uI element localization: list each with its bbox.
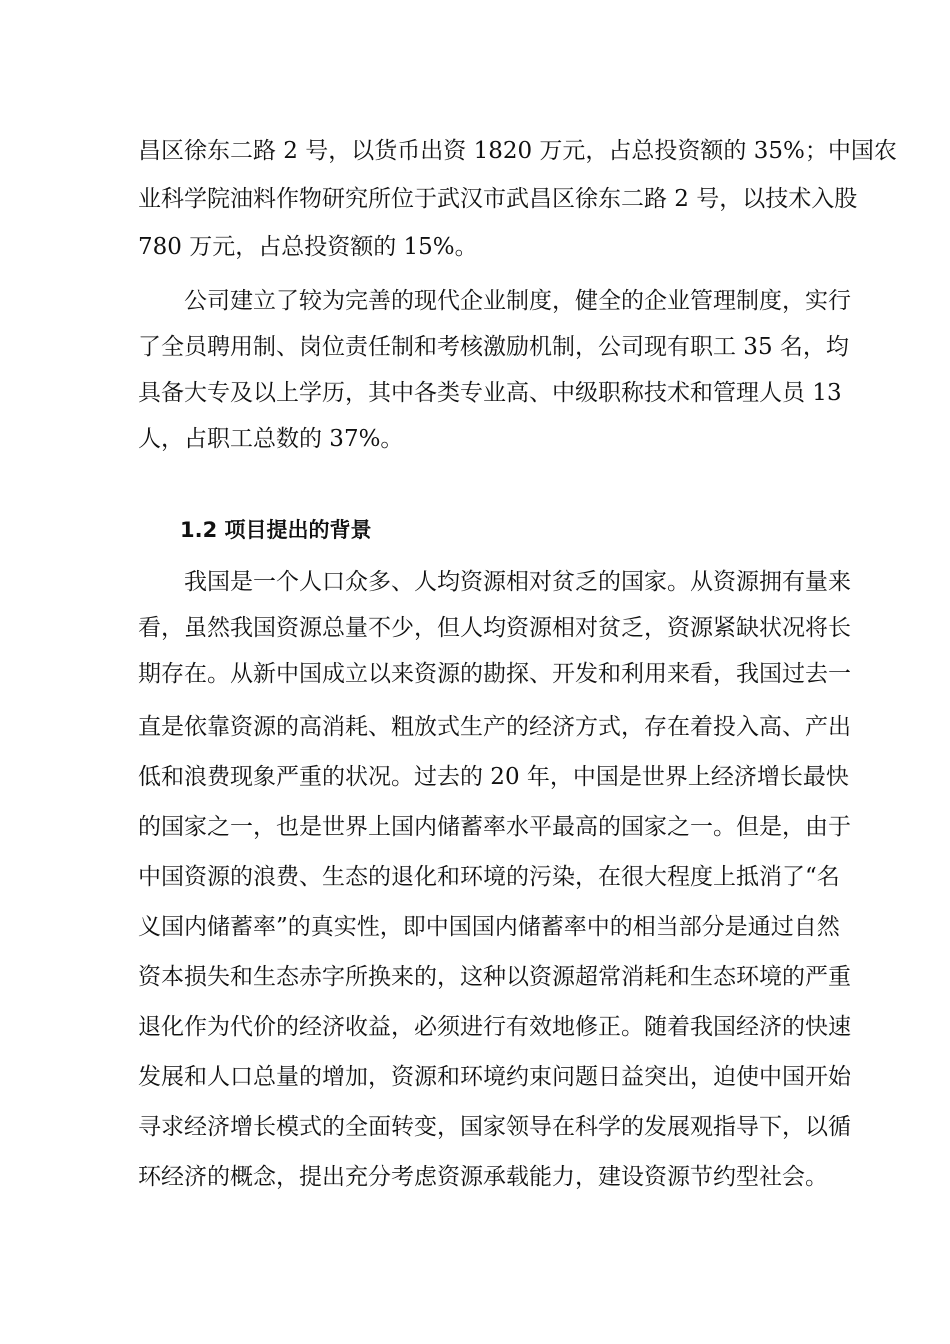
section-line-9: 资本损失和生态赤字所换来的，这种以资源超常消耗和生态环境的严重: [138, 964, 851, 990]
section-line-11: 发展和人口总量的增加，资源和环境约束问题日益突出，迫使中国开始: [138, 1064, 851, 1090]
section-line-3: 期存在。从新中国成立以来资源的勘探、开发和利用来看，我国过去一: [138, 661, 851, 687]
section-line-2: 看，虽然我国资源总量不少，但人均资源相对贫乏，资源紧缺状况将长: [138, 615, 851, 641]
section-line-13: 环经济的概念，提出充分考虑资源承载能力，建设资源节约型社会。: [138, 1164, 828, 1190]
section-heading: 1.2 项目提出的背景: [180, 518, 372, 542]
paragraph-2-line-1: 公司建立了较为完善的现代企业制度，健全的企业管理制度，实行: [138, 288, 851, 314]
paragraph-2-line-2: 了全员聘用制、岗位责任制和考核激励机制，公司现有职工 35 名，均: [138, 334, 849, 360]
paragraph-1-line-3: 780 万元，占总投资额的 15%。: [138, 234, 478, 260]
section-line-4: 直是依靠资源的高消耗、粗放式生产的经济方式，存在着投入高、产出: [138, 714, 851, 740]
section-line-8: 义国内储蓄率”的真实性，即中国国内储蓄率中的相当部分是通过自然: [138, 914, 840, 940]
paragraph-2-line-3: 具备大专及以上学历，其中各类专业高、中级职称技术和管理人员 13: [138, 380, 842, 406]
section-line-12: 寻求经济增长模式的全面转变，国家领导在科学的发展观指导下，以循: [138, 1114, 851, 1140]
section-line-6: 的国家之一，也是世界上国内储蓄率水平最高的国家之一。但是，由于: [138, 814, 851, 840]
paragraph-2-line-4: 人，占职工总数的 37%。: [138, 426, 404, 452]
section-line-10: 退化作为代价的经济收益，必须进行有效地修正。随着我国经济的快速: [138, 1014, 851, 1040]
section-line-7: 中国资源的浪费、生态的退化和环境的污染，在很大程度上抵消了“名: [138, 864, 840, 890]
section-line-5: 低和浪费现象严重的状况。过去的 20 年，中国是世界上经济增长最快: [138, 764, 849, 790]
paragraph-1-line-2: 业科学院油料作物研究所位于武汉市武昌区徐东二路 2 号，以技术入股: [138, 186, 858, 212]
paragraph-1-line-1: 昌区徐东二路 2 号，以货币出资 1820 万元，占总投资额的 35%；中国农: [138, 138, 897, 164]
section-line-1: 我国是一个人口众多、人均资源相对贫乏的国家。从资源拥有量来: [138, 569, 851, 595]
